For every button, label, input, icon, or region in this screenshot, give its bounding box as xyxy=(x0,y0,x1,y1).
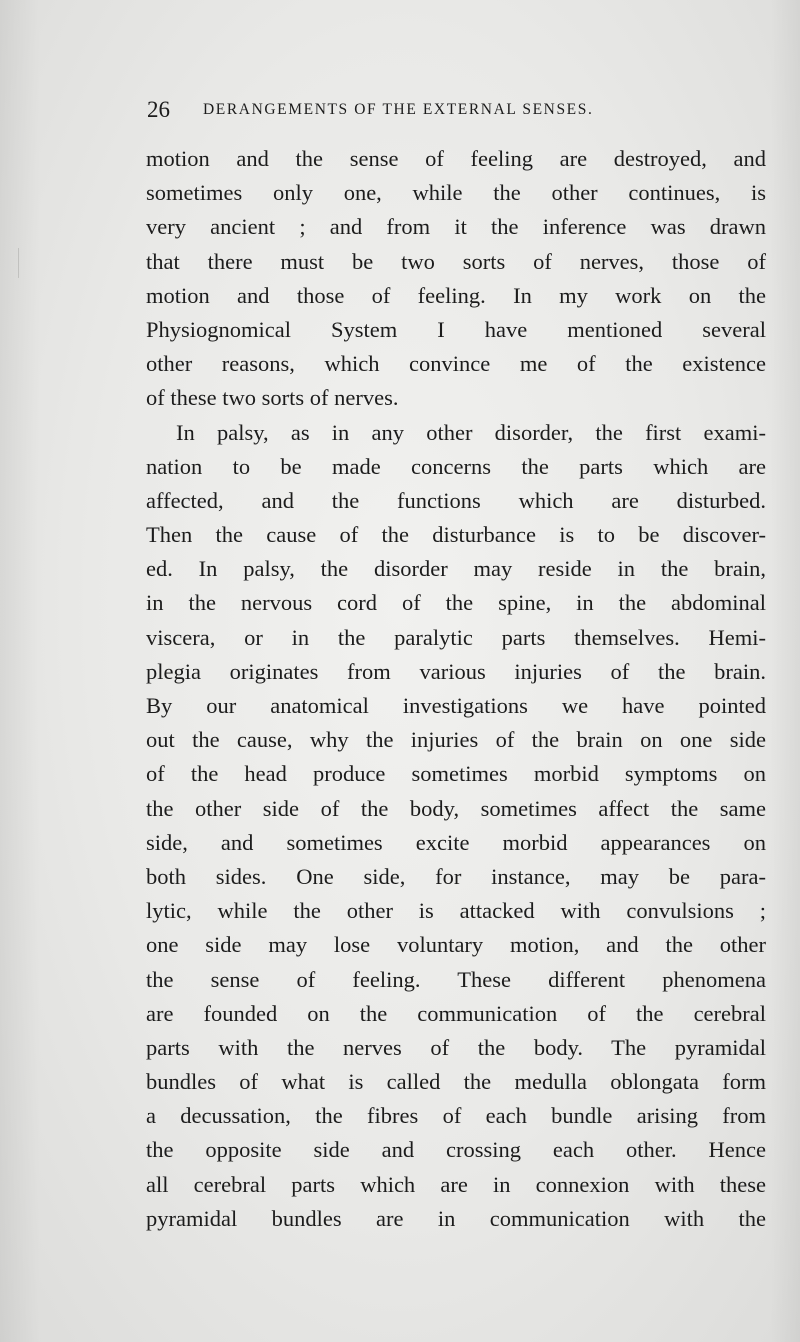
text-line: affected, and the functions which are disturbed. xyxy=(146,487,766,513)
page-edge-shadow-right xyxy=(770,0,800,1342)
page-edge-shadow-left xyxy=(0,0,40,1342)
text-line: that there must be two sorts of nerves, those of xyxy=(146,248,766,274)
text-line: In palsy, as in any other disorder, the first exami- xyxy=(176,419,766,445)
text-line: motion and the sense of feeling are destroyed, and xyxy=(146,146,766,171)
text-line: out the cause, why the injuries of the brain on one side xyxy=(146,727,766,753)
text-line: sometimes only one, while the other continues, is xyxy=(146,180,766,206)
text-line: are founded on the communication of the cerebral xyxy=(146,1000,766,1026)
text-line: of the head produce sometimes morbid symptoms on xyxy=(146,761,766,787)
text-line: in the nervous cord of the spine, in the abdominal xyxy=(146,590,766,616)
text-line: pyramidal bundles are in communication with the xyxy=(146,1205,766,1231)
text-line: viscera, or in the paralytic parts themselves. Hemi- xyxy=(146,624,766,650)
text-line: plegia originates from various injuries of the brain. xyxy=(146,658,766,684)
text-line: both sides. One side, for instance, may be para- xyxy=(146,863,766,889)
text-line: Then the cause of the disturbance is to be discover- xyxy=(146,522,766,548)
text-line: of these two sorts of nerves. xyxy=(146,385,399,411)
text-line: By our anatomical investigations we have pointed xyxy=(146,693,766,718)
page-mark xyxy=(18,248,22,278)
text-line: side, and sometimes excite morbid appearances on xyxy=(146,829,766,855)
running-head: DERANGEMENTS OF THE EXTERNAL SENSES. xyxy=(203,101,594,118)
text-line: the sense of feeling. These different phenomena xyxy=(146,966,766,992)
page-header xyxy=(147,94,697,126)
text-line: other reasons, which convince me of the existence xyxy=(146,351,766,377)
text-line: motion and those of feeling. In my work on the xyxy=(146,282,766,308)
text-line: very ancient ; and from it the inference was drawn xyxy=(146,214,766,240)
text-line: the opposite side and crossing each other. Hence xyxy=(146,1137,766,1163)
text-line: ed. In palsy, the disorder may reside in the brain, xyxy=(146,556,766,582)
text-line: one side may lose voluntary motion, and the other xyxy=(146,932,766,958)
page-number: 26 xyxy=(147,97,170,122)
text-line: lytic, while the other is attacked with convulsions ; xyxy=(146,898,766,924)
text-line: Physiognomical System I have mentioned several xyxy=(146,316,766,342)
text-line: nation to be made concerns the parts which are xyxy=(146,453,766,479)
body-text xyxy=(146,142,766,1236)
text-line: bundles of what is called the medulla oblongata form xyxy=(146,1069,766,1095)
text-line: all cerebral parts which are in connexion with these xyxy=(146,1171,766,1197)
text-line: parts with the nerves of the body. The pyramidal xyxy=(146,1034,766,1060)
text-line: a decussation, the fibres of each bundle arising from xyxy=(146,1103,766,1129)
text-line: the other side of the body, sometimes affect the same xyxy=(146,795,766,821)
